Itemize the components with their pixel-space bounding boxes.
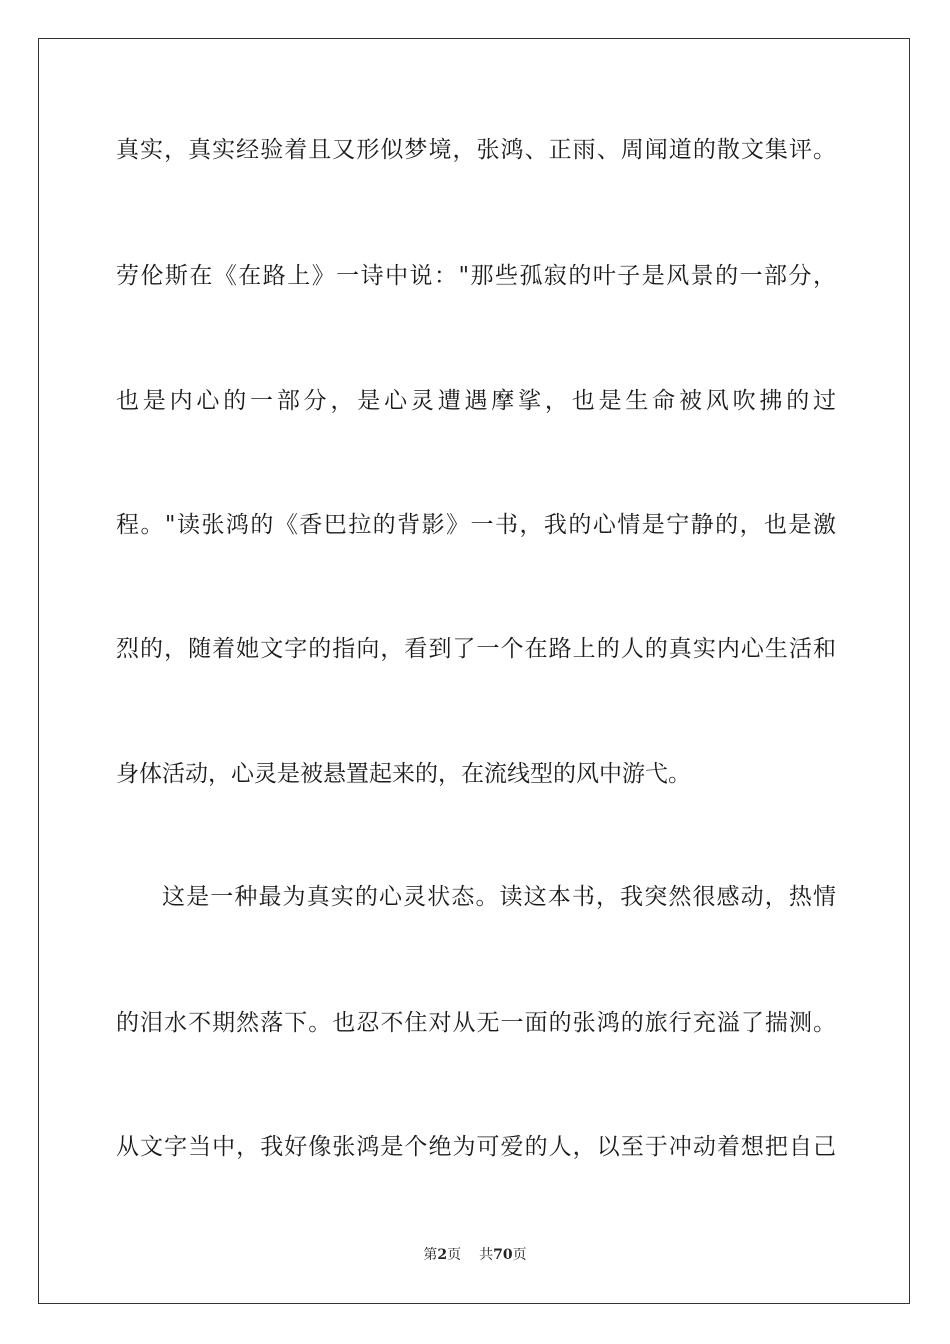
page-suffix: 页 bbox=[447, 1247, 462, 1263]
total-suffix: 页 bbox=[512, 1247, 527, 1263]
text-line-3: 也是内心的一部分，是心灵遭遇摩挲，也是生命被风吹拂的过 bbox=[116, 388, 836, 414]
page-border bbox=[38, 38, 910, 1304]
text-line-9: 从文字当中，我好像张鸿是个绝为可爱的人，以至于冲动着想把自己 bbox=[116, 1134, 836, 1160]
text-line-6: 身体活动，心灵是被悬置起来的，在流线型的风中游弋。 bbox=[116, 761, 691, 787]
total-pages: 70 bbox=[493, 1247, 513, 1263]
text-line-4: 程。"读张鸿的《香巴拉的背影》一书，我的心情是宁静的，也是激 bbox=[116, 512, 836, 538]
total-prefix: 共 bbox=[479, 1247, 494, 1263]
page-footer bbox=[0, 1245, 950, 1265]
text-line-8: 的泪水不期然落下。也忍不住对从无一面的张鸿的旅行充溢了揣测。 bbox=[116, 1010, 836, 1036]
text-line-2: 劳伦斯在《在路上》一诗中说："那些孤寂的叶子是风景的一部分， bbox=[116, 263, 836, 289]
text-line-1: 真实，真实经验着且又形似梦境，张鸿、正雨、周闻道的散文集评。 bbox=[116, 137, 836, 163]
text-line-5: 烈的，随着她文字的指向，看到了一个在路上的人的真实内心生活和 bbox=[116, 636, 836, 662]
text-line-7: 这是一种最为真实的心灵状态。读这本书，我突然很感动，热情 bbox=[162, 884, 836, 910]
page-number: 2 bbox=[437, 1247, 448, 1263]
page-prefix: 第 bbox=[423, 1247, 438, 1263]
